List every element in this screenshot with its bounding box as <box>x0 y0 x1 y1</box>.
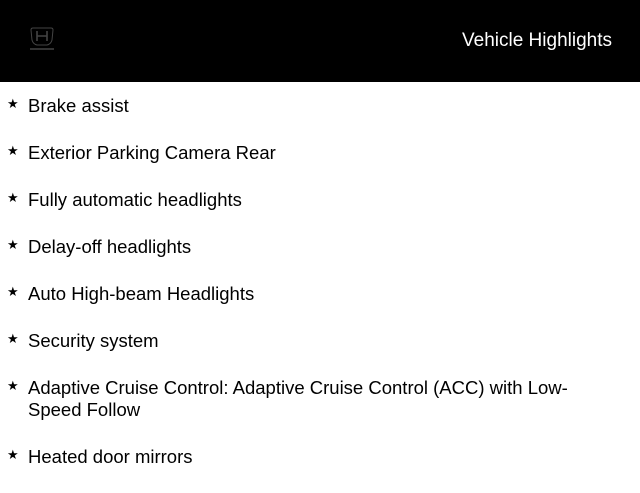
list-item-label: Delay-off headlights <box>28 236 192 257</box>
list-item <box>0 330 640 352</box>
page-title: Vehicle Highlights <box>462 30 612 51</box>
list-item <box>0 189 640 211</box>
highlights-list <box>0 95 640 493</box>
list-item <box>0 142 640 164</box>
honda-logo-icon <box>27 26 57 52</box>
star-icon: ★ <box>7 379 19 394</box>
star-icon: ★ <box>7 238 19 253</box>
list-item <box>0 283 640 305</box>
list-item-label: Auto High-beam Headlights <box>28 283 255 304</box>
star-icon: ★ <box>7 97 19 112</box>
star-icon: ★ <box>7 448 19 463</box>
star-icon: ★ <box>7 144 19 159</box>
list-item <box>0 446 640 468</box>
star-icon: ★ <box>7 285 19 300</box>
list-item <box>0 95 640 117</box>
header-bar <box>0 0 640 82</box>
star-icon: ★ <box>7 191 19 206</box>
list-item-label: Fully automatic headlights <box>28 189 242 210</box>
star-icon: ★ <box>7 332 19 347</box>
list-item <box>0 236 640 258</box>
list-item-label: Adaptive Cruise Control: Adaptive Cruise Control (ACC) with Low-Speed Follow <box>28 377 568 420</box>
list-item-label: Security system <box>28 330 159 351</box>
list-item-label: Heated door mirrors <box>28 446 193 467</box>
list-item <box>0 377 640 421</box>
list-item-label: Brake assist <box>28 95 129 116</box>
list-item-label: Exterior Parking Camera Rear <box>28 142 276 163</box>
